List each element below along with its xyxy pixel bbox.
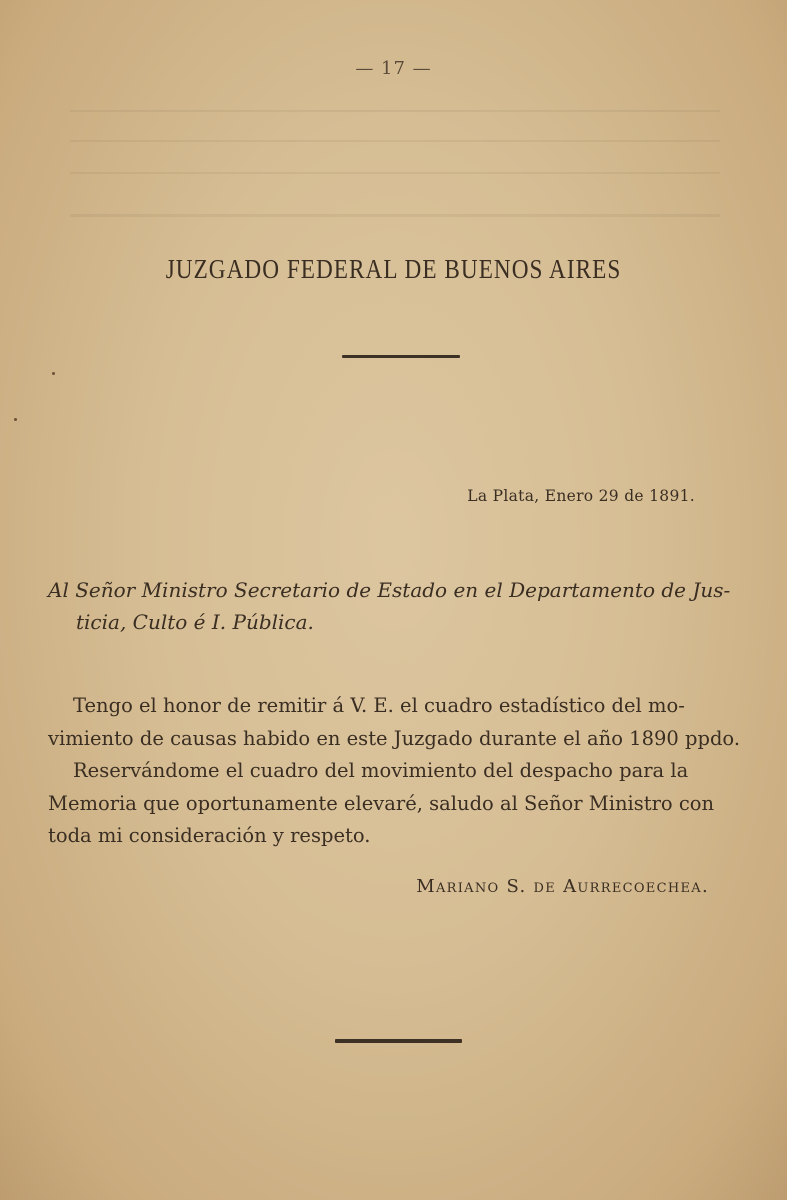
bleed-through-line bbox=[70, 214, 720, 217]
addressee-line: ticia, Culto é I. Pública. bbox=[76, 610, 314, 634]
bleed-through-line bbox=[70, 140, 720, 142]
paper-speck bbox=[14, 418, 17, 421]
addressee-block bbox=[48, 574, 748, 638]
page-number: — 17 — bbox=[355, 58, 432, 79]
date-line: La Plata, Enero 29 de 1891. bbox=[467, 487, 695, 505]
letter-body bbox=[48, 690, 748, 853]
section-divider-top bbox=[342, 355, 460, 358]
body-line: vimiento de causas habido en este Juzgado durante el año 1890 ppdo. bbox=[48, 726, 741, 750]
bleed-through-line bbox=[70, 110, 720, 112]
bleed-through-line bbox=[70, 172, 720, 174]
body-line: Reservándome el cuadro del movimiento del despacho para la bbox=[73, 759, 689, 782]
addressee-line: Al Señor Ministro Secretario de Estado en el Departamento de Jus- bbox=[48, 578, 731, 602]
paper-speck bbox=[52, 372, 55, 375]
body-line: Memoria que oportunamente elevaré, saludo al Señor Ministro con bbox=[48, 791, 715, 815]
body-line: toda mi consideración y respeto. bbox=[48, 824, 371, 847]
section-divider-bottom bbox=[335, 1039, 462, 1043]
signature: Mariano S. de Aurrecoechea. bbox=[416, 876, 709, 897]
page-title: JUZGADO FEDERAL DE BUENOS AIRES bbox=[165, 254, 622, 284]
body-line: Tengo el honor de remitir á V. E. el cuadro estadístico del mo- bbox=[73, 694, 685, 717]
